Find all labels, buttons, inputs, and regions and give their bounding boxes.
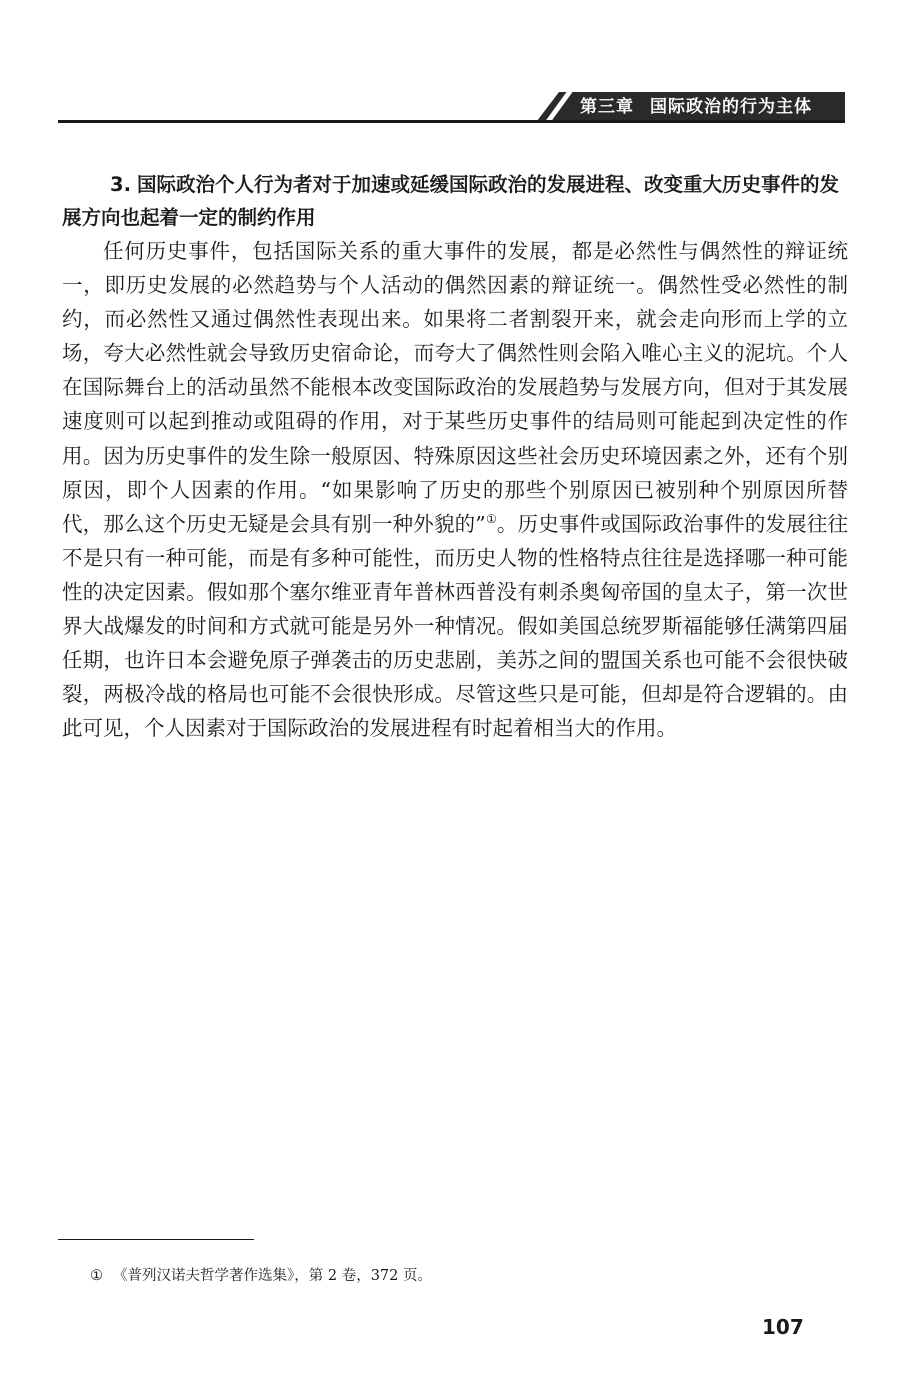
section-heading-text: 国际政治个人行为者对于加速或延缓国际政治的发展进程、改变重大历史事件的发展方向也起着一定的制约作用 — [62, 173, 839, 229]
section-number: 3. — [110, 173, 131, 196]
footnote-mark: ① — [90, 1268, 103, 1284]
chapter-title: 国际政治的行为主体 — [650, 97, 812, 117]
body-paragraph — [62, 234, 848, 745]
footnote-text: 《普列汉诺夫哲学著作选集》，第 2 卷，372 页。 — [113, 1268, 432, 1284]
footnote — [90, 1266, 432, 1286]
header-rule — [58, 120, 845, 123]
body-text-part2: 。历史事件或国际政治事件的发展往往不是只有一种可能，而是有多种可能性，而历史人物的性格特点往往是选择哪一种可能性的决定因素。假如那个塞尔维亚青年普林西普没有刺杀奥匈帝国的皇太子，第一次世界大战爆发的时间和方式就可能是另外一种情况。假如美国总统罗斯福能够任满第四届任期，也许日本会避免原子弹袭击的历史悲剧，美苏之间的盟国关系也可能不会很快破裂，两极冷战的格局也可能不会很快形成。尽管这些只是可能，但却是符合逻辑的。由此可见，个人因素对于国际政治的发展进程有时起着相当大的作用。 — [62, 511, 849, 741]
body-text-part1: 任何历史事件，包括国际关系的重大事件的发展，都是必然性与偶然性的辩证统一，即历史发展的必然趋势与个人活动的偶然因素的辩证统一。偶然性受必然性的制约，而必然性又通过偶然性表现出来。如果将二者割裂开来，就会走向形而上学的立场，夸大必然性就会导致历史宿命论，而夸大了偶然性则会陷入唯心主义的泥坑。个人在国际舞台上的活动虽然不能根本改变国际政治的发展趋势与发展方向，但对于其发展速度则可以起到推动或阻碍的作用，对于某些历史事件的结局则可能起到决定性的作用。因为历史事件的发生除一般原因、特殊原因这些社会历史环境因素之外，还有个别原因，即个人因素的作用。“如果影响了历史的那些个别原因已被别种个别原因所替代，那么这个历史无疑是会具有别一种外貌的” — [62, 239, 848, 536]
footnote-reference[interactable]: ① — [485, 511, 497, 526]
section-heading — [62, 168, 848, 234]
page-number: 107 — [762, 1315, 804, 1339]
running-header — [580, 95, 842, 119]
footnote-rule — [58, 1239, 254, 1240]
chapter-number: 第三章 — [580, 97, 634, 117]
